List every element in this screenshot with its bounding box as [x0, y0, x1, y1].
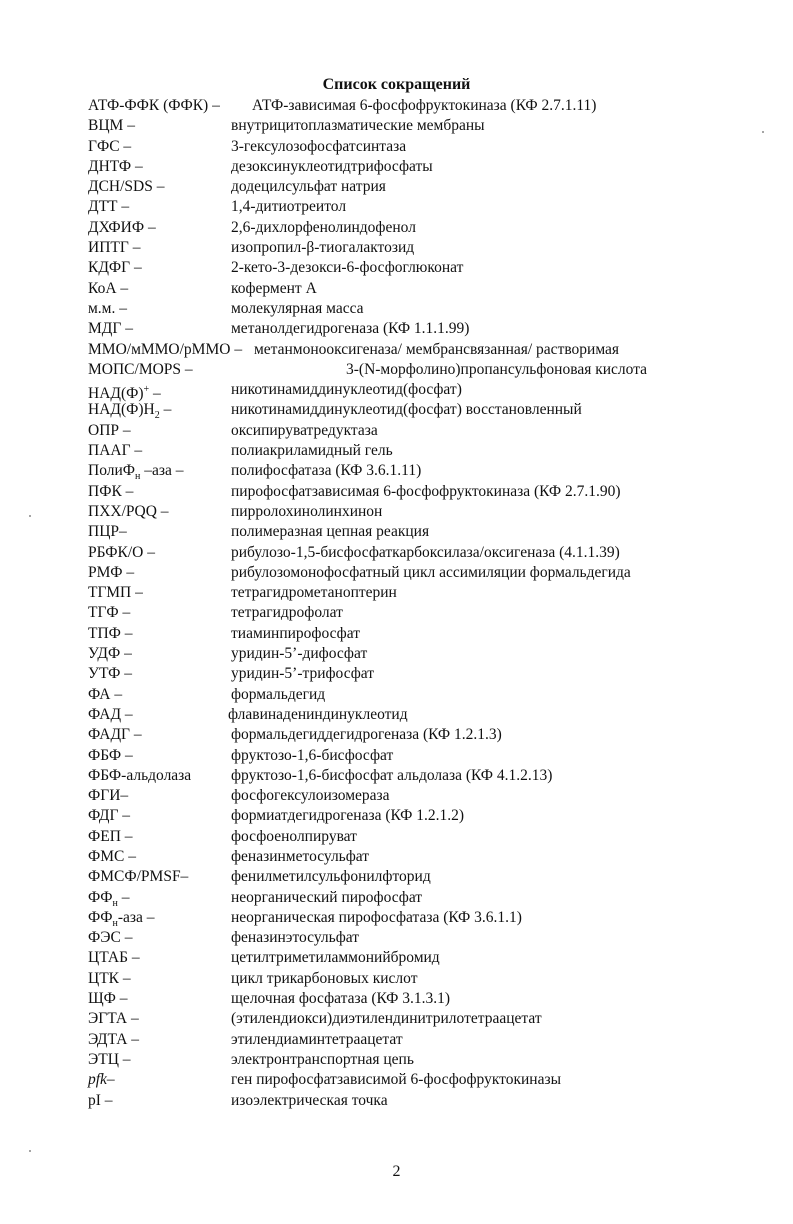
abbreviation-definition: фосфогексулоизомераза [231, 787, 390, 805]
abbreviation-definition: фруктозо-1,6-бисфосфат альдолаза (КФ 4.1.2.13) [231, 766, 553, 784]
abbreviation-term: ВЦМ – [88, 117, 135, 135]
subscript: н [135, 471, 141, 483]
abbreviation-term: ФЕП – [88, 827, 133, 845]
abbreviation-definition: дезоксинуклеотидтрифосфаты [231, 157, 433, 175]
abbreviation-definition: метанолдегидрогеназа (КФ 1.1.1.99) [231, 320, 470, 338]
abbreviation-row [88, 786, 728, 806]
abbreviation-row [88, 360, 728, 380]
abbreviation-term: ММО/мММО/рММО – [88, 340, 243, 358]
abbreviation-definition: 3-(N-морфолино)пропансульфоновая кислота [346, 360, 648, 378]
abbreviation-definition: флавинадениндинуклеотид [228, 705, 408, 723]
abbreviation-definition: полиакриламидный гель [231, 442, 393, 460]
abbreviation-row [88, 1030, 728, 1050]
abbreviation-definition: АТФ-зависимая 6-фосфофруктокиназа (КФ 2.7.1.11) [252, 97, 597, 114]
abbreviation-term: pI – [88, 1091, 113, 1109]
abbreviation-term: ФМС – [88, 847, 136, 865]
abbreviation-definition: изопропил-β-тиогалактозид [231, 239, 415, 257]
abbreviation-term: ПЦР– [88, 523, 127, 541]
abbreviation-definition: фруктозо-1,6-бисфосфат [231, 746, 394, 764]
abbreviation-row [88, 218, 728, 238]
abbreviation-definition: формальдегид [231, 685, 326, 703]
abbreviation-term: КДФГ – [88, 259, 142, 277]
abbreviation-row [88, 441, 728, 461]
abbreviation-definition: феназинэтосульфат [231, 929, 360, 947]
abbreviation-definition: оксипируватредуктаза [231, 421, 378, 439]
page-title: Список сокращений [322, 76, 471, 93]
abbreviation-row [88, 279, 728, 299]
abbreviation-row [88, 644, 728, 664]
abbreviation-term: ТПФ – [88, 624, 133, 642]
abbreviation-definition: внутрицитоплазматические мембраны [231, 117, 485, 135]
abbreviation-term: РМФ – [88, 563, 135, 581]
abbreviation-term: ФГИ– [88, 787, 129, 805]
abbreviation-definition: 2-кето-3-дезокси-6-фосфоглюконат [231, 259, 464, 277]
abbreviation-definition: молекулярная масса [231, 299, 364, 317]
abbreviation-row [88, 1070, 728, 1090]
abbreviation-term: ОПР – [88, 421, 131, 439]
abbreviation-definition: электронтранспортная цепь [231, 1050, 414, 1068]
abbreviation-term: ФДГ – [88, 807, 131, 825]
abbreviation-row [88, 137, 728, 157]
abbreviation-term: ФБФ-альдолаза [88, 766, 192, 784]
abbreviation-definition: рибулозомонофосфатный цикл ассимиляции формальдегида [231, 563, 631, 581]
superscript: + [143, 384, 150, 396]
abbreviation-row [88, 340, 728, 360]
abbreviation-term: ЭДТА – [88, 1030, 140, 1048]
abbreviation-row [88, 1050, 728, 1070]
abbreviation-term: ФЭС – [88, 929, 133, 947]
abbreviation-row [88, 461, 728, 481]
abbreviation-term: ФБФ – [88, 746, 133, 764]
abbreviation-definition: тетрагидрометаноптерин [231, 584, 397, 602]
abbreviation-term: КоА – [88, 279, 129, 297]
abbreviation-term: м.м. – [88, 299, 127, 317]
abbreviation-term-tail: –аза – [140, 462, 184, 480]
abbreviation-row [88, 197, 728, 217]
abbreviation-definition: изоэлектрическая точка [231, 1091, 388, 1109]
abbreviation-row [88, 116, 728, 136]
abbreviation-term: ПХХ/PQQ – [88, 502, 169, 520]
abbreviation-row [88, 908, 728, 928]
abbreviation-term-main: ПолиФ [88, 462, 136, 480]
abbreviation-term: ПААГ – [88, 442, 143, 460]
abbreviation-definition: кофермент А [231, 279, 317, 297]
abbreviation-row [88, 969, 728, 989]
abbreviation-row [88, 543, 728, 563]
abbreviation-row [88, 827, 728, 847]
abbreviation-definition: 2,6-дихлорфенолиндофенол [231, 218, 416, 236]
abbreviation-row [88, 806, 728, 826]
abbreviation-term: ТГФ – [88, 604, 131, 622]
abbreviation-definition: феназинметосульфат [231, 847, 370, 865]
abbreviation-row [88, 948, 728, 968]
abbreviation-term-tail: – [159, 401, 172, 419]
abbreviation-term: ЭТЦ – [88, 1050, 131, 1068]
abbreviation-definition: пирролохинолинхинон [231, 502, 383, 520]
abbreviation-term: УДФ – [88, 645, 132, 663]
abbreviation-term: ПФК – [88, 482, 134, 500]
abbreviation-term: ФАДГ – [88, 726, 142, 744]
abbreviation-row [88, 867, 728, 887]
abbreviation-definition: полифосфатаза (КФ 3.6.1.11) [231, 462, 422, 480]
abbreviation-term-tail: – [149, 385, 161, 403]
abbreviation-definition: ген пирофосфатзависимой 6-фосфофруктокиназы [231, 1071, 562, 1089]
abbreviation-definition: этилендиаминтетраацетат [231, 1030, 403, 1048]
abbreviation-definition: фосфоенолпируват [231, 827, 357, 845]
abbreviation-row [88, 847, 728, 867]
abbreviation-definition: 3-гексулозофосфатсинтаза [231, 137, 407, 155]
abbreviation-term: ФА – [88, 685, 123, 703]
abbreviation-definition: неорганический пирофосфат [231, 888, 423, 906]
abbreviation-row [88, 96, 728, 116]
abbreviation-definition: щелочная фосфатаза (КФ 3.1.3.1) [231, 990, 451, 1008]
abbreviation-row [88, 725, 728, 745]
abbreviation-term: МДГ – [88, 320, 133, 338]
abbreviation-term: ЦТАБ – [88, 949, 140, 967]
abbreviation-row [88, 482, 728, 502]
abbreviation-term: ЩФ – [88, 990, 128, 1008]
subscript: н [112, 917, 118, 929]
abbreviation-row [88, 319, 728, 339]
abbreviation-definition: цикл трикарбоновых кислот [231, 969, 418, 987]
abbreviation-row [88, 1091, 728, 1111]
abbreviation-term: ЭГТА – [88, 1010, 139, 1028]
abbreviation-term: МОПС/MOPS – [88, 360, 193, 378]
abbreviation-definition: полимеразная цепная реакция [231, 523, 430, 541]
scan-speck [762, 131, 764, 133]
abbreviation-row [88, 380, 728, 403]
abbreviation-term: ИПТГ – [88, 239, 141, 257]
abbreviation-term: ДТТ – [88, 198, 130, 216]
abbreviation-row [88, 624, 728, 644]
abbreviation-row [88, 177, 728, 197]
abbreviation-term: pfk– [88, 1071, 115, 1089]
abbreviation-row [88, 400, 728, 420]
abbreviation-row [88, 685, 728, 705]
abbreviation-definition: (этилендиокси)диэтилендинитрилотетраацетат [231, 1010, 542, 1028]
abbreviation-row [88, 705, 728, 725]
abbreviation-term-tail: -аза – [117, 908, 155, 926]
abbreviation-row [88, 502, 728, 522]
abbreviation-row [88, 603, 728, 623]
abbreviation-list [88, 96, 728, 1111]
abbreviation-definition: рибулозо-1,5-бисфосфаткарбоксилаза/оксигеназа (4.1.1.39) [231, 543, 620, 561]
abbreviation-row [88, 522, 728, 542]
abbreviation-definition: цетилтриметиламмонийбромид [231, 949, 440, 967]
abbreviation-term-main: ФФ [88, 888, 113, 906]
abbreviation-term: УТФ – [88, 665, 132, 683]
abbreviation-definition: тиаминпирофосфат [231, 624, 360, 642]
abbreviation-definition: формальдегиддегидрогеназа (КФ 1.2.1.3) [231, 726, 502, 744]
abbreviation-definition: уридин-5’-трифосфат [231, 665, 375, 683]
subscript: 2 [154, 410, 160, 422]
abbreviation-row [88, 1009, 728, 1029]
abbreviation-term-main: ФФ [88, 908, 113, 926]
scan-speck [29, 1150, 31, 1152]
abbreviation-definition: формиатдегидрогеназа (КФ 1.2.1.2) [231, 807, 465, 825]
scan-speck [29, 515, 31, 517]
abbreviation-definition: тетрагидрофолат [231, 604, 343, 622]
abbreviation-row [88, 583, 728, 603]
abbreviation-row [88, 258, 728, 278]
abbreviation-row [88, 421, 728, 441]
abbreviation-definition: метанмонооксигеназа/ мембрансвязанная/ растворимая [253, 340, 620, 358]
abbreviation-term-main: НАД(Ф)Н [88, 401, 155, 419]
abbreviation-definition: 1,4-дитиотреитол [231, 198, 347, 216]
abbreviation-term: ГФС – [88, 137, 132, 155]
abbreviation-definition: никотинамиддинуклеотид(фосфат) [231, 381, 462, 399]
abbreviation-term: ДХФИФ – [88, 218, 156, 236]
abbreviation-row [88, 238, 728, 258]
page-number: 2 [392, 1163, 401, 1180]
abbreviation-definition: никотинамиддинуклеотид(фосфат) восстановленный [231, 401, 582, 419]
abbreviation-row [88, 888, 728, 908]
abbreviation-term: ТГМП – [88, 584, 143, 602]
abbreviation-row [88, 746, 728, 766]
abbreviation-row [88, 157, 728, 177]
abbreviation-term: ДНТФ – [88, 157, 143, 175]
abbreviation-definition: фенилметилсульфонилфторид [231, 868, 431, 886]
abbreviation-row [88, 989, 728, 1009]
abbreviation-row [88, 664, 728, 684]
abbreviation-term-main: НАД(Ф) [88, 385, 144, 403]
abbreviation-row [88, 766, 728, 786]
abbreviation-term: ДСН/SDS – [88, 178, 165, 196]
abbreviation-term: АТФ-ФФК (ФФК) – [88, 97, 220, 114]
abbreviation-term-tail: – [117, 888, 130, 906]
abbreviation-row [88, 563, 728, 583]
abbreviation-row [88, 299, 728, 319]
abbreviation-term: ФАД – [88, 705, 133, 723]
abbreviation-term: РБФК/О – [88, 543, 155, 561]
abbreviation-term: ФМСФ/PMSF– [88, 868, 189, 886]
abbreviation-term: ЦТК – [88, 969, 131, 987]
abbreviation-definition: додецилсульфат натрия [231, 178, 386, 196]
abbreviation-row [88, 928, 728, 948]
subscript: н [112, 897, 118, 909]
abbreviation-definition: неорганическая пирофосфатаза (КФ 3.6.1.1) [231, 908, 522, 926]
abbreviation-definition: пирофосфатзависимая 6-фосфофруктокиназа (КФ 2.7.1.90) [231, 482, 621, 500]
abbreviation-definition: уридин-5’-дифосфат [231, 645, 368, 663]
